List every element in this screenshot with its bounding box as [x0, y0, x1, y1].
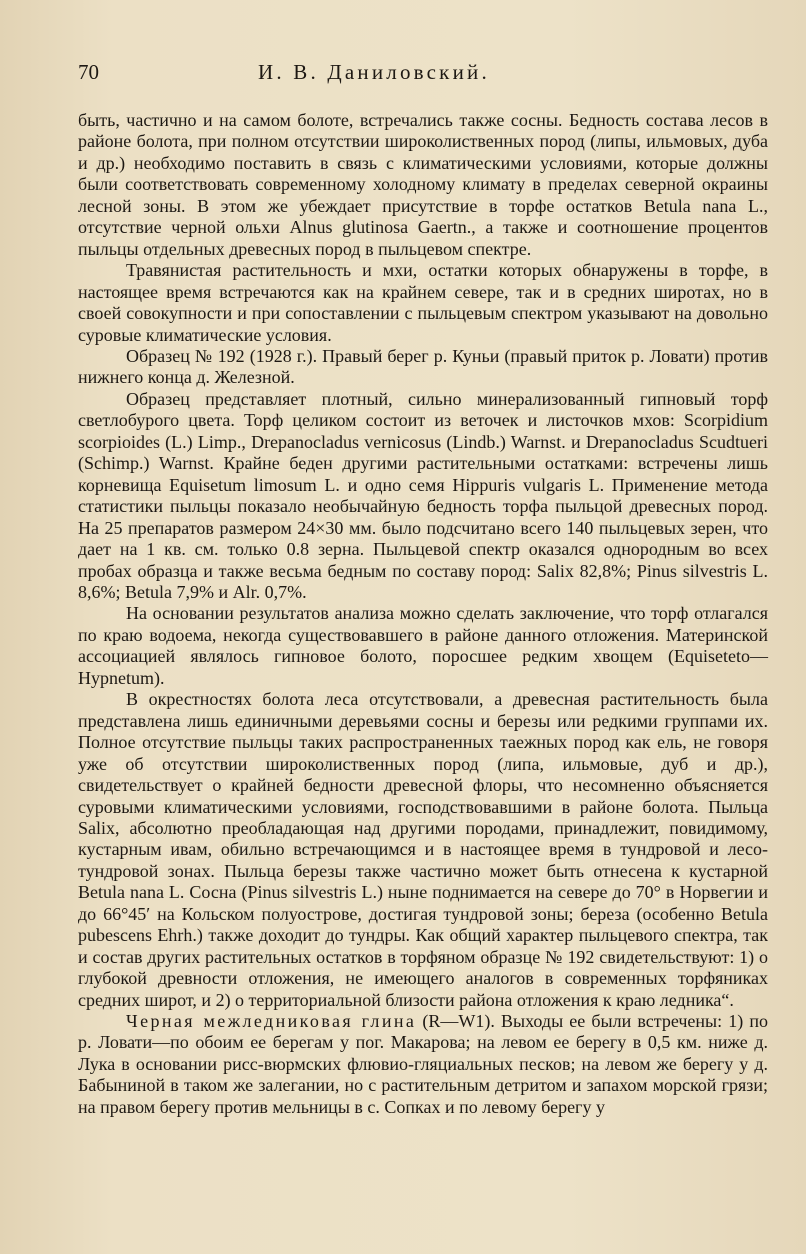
paragraph-forest-analysis: В окрестностях болота леса отсутствовали, а древесная растительность была представлена лишь единичными деревьями сосны и березы или редкими группами их. Полное отсутствие пыльцы таких распространенных таежных пород как ель, не говоря уже об отсутствии широколиственных пород (липа, ильмовые, дуб и др.), свидетельствует о крайней бедности древесной флоры, что несомненно объясняется суровыми климатическими условиями, господствовавшими в районе болота. Пыльца Salix, абсолютно преобладающая над другими породами, принадлежит, повидимому, кустарным ивам, обильно встречающимся и в настоящее время в тундровой и лесо-тундровой зонах. Пыльца березы также частично может быть отнесена к кустарной Betula nana L. Сосна (Pinus silvestris L.) ныне поднимается на севере до 70° в Норвегии и до 66°45′ на Кольском полуострове, достигая тундровой зоны; береза (особенно Betula pubescens Ehrh.) также доходит до тундры. Как общий характер пыльцевого спектра, так и состав других растительных остатков в торфяном образце № 192 свидетельствуют: 1) о глубокой древности отложения, не имеющего аналогов в современных торфяниках средних широт, и 2) о территориальной близости района отложения к краю ледника“. — [78, 689, 768, 1010]
paragraph-conclusion: На основании результатов анализа можно сделать заключение, что торф отлагался по краю водоема, некогда существовавшего в районе данного отложения. Материнской ассоциацией являлось гипновое болото, поросшее редким хвощем (Equiseteto—Hypnetum). — [78, 603, 768, 688]
paragraph-vegetation: Травянистая растительность и мхи, остатки которых обнаружены в торфе, в настоящее время встречаются как на крайнем севере, так и в средних широтах, но в своей совокупности и при сопоставлении с пыльцевым спектром указывают на довольно суровые климатические условия. — [78, 260, 768, 345]
paragraph-sample-192-location: Образец № 192 (1928 г.). Правый берег р. Куньи (правый приток р. Ловати) против нижнего конца д. Железной. — [78, 345, 768, 388]
section-heading-black-clay: Черная межледниковая глина — [126, 1011, 417, 1032]
body-text — [78, 110, 768, 1118]
paragraph-black-clay — [78, 1011, 768, 1118]
paragraph-sample-192-description: Образец представляет плотный, сильно минерализованный гипновый торф светлобурого цвета. Торф целиком состоит из веточек и листочков мхов: Scorpidium scorpioides (L.) Limp., Drepanocladus vernicosus (Lindb.) Warnst. и Drepanocladus Scudtueri (Schimp.) Warnst. Крайне беден другими растительными остатками: встречены лишь корневища Equisetum limosum L. и одно семя Hippuris vulgaris L. Применение метода статистики пыльцы показало необычайную бедность торфа пыльцой древесных пород. На 25 препаратов размером 24×30 мм. было подсчитано всего 140 пыльцевых зерен, что дает на 1 кв. см. только 0.8 зерна. Пыльцевой спектр оказался однородным во всех пробах образца и также весьма бедным по составу пород: Salix 82,8%; Pinus silvestris L. 8,6%; Betula 7,9% и Alr. 0,7%. — [78, 388, 768, 602]
black-clay-text: (R—W1). Выходы ее были встречены: 1) по р. Ловати—по обоим ее берегам у пог. Макарова; на левом ее берегу в 0,5 км. ниже д. Лука в основании рисс-вюрмских флювио-гляциальных песков; на левом же берегу у д. Бабыниной в таком же залегании, но с растительным детритом и запахом морской грязи; на правом берегу против мельницы в с. Сопках и по левому берегу у — [78, 1011, 769, 1117]
running-head: И. В. Даниловский. — [258, 60, 490, 84]
paragraph-continuation: быть, частично и на самом болоте, встречались также сосны. Бедность состава лесов в районе болота, при полном отсутствии широколиственных пород (липы, ильмовых, дуба и др.) необходимо поставить в связь с климатическими условиями, которые должны были соответствовать современному холодному климату в пределах северной окраины лесной зоны. В этом же убеждает присутствие в торфе остатков Betula nana L., отсутствие черной ольхи Alnus glutinosa Gaertn., а также и соотношение процентов пыльцы отдельных древесных пород в пыльцевом спектре. — [78, 110, 768, 259]
page-header — [78, 60, 770, 100]
page-number: 70 — [78, 60, 99, 84]
